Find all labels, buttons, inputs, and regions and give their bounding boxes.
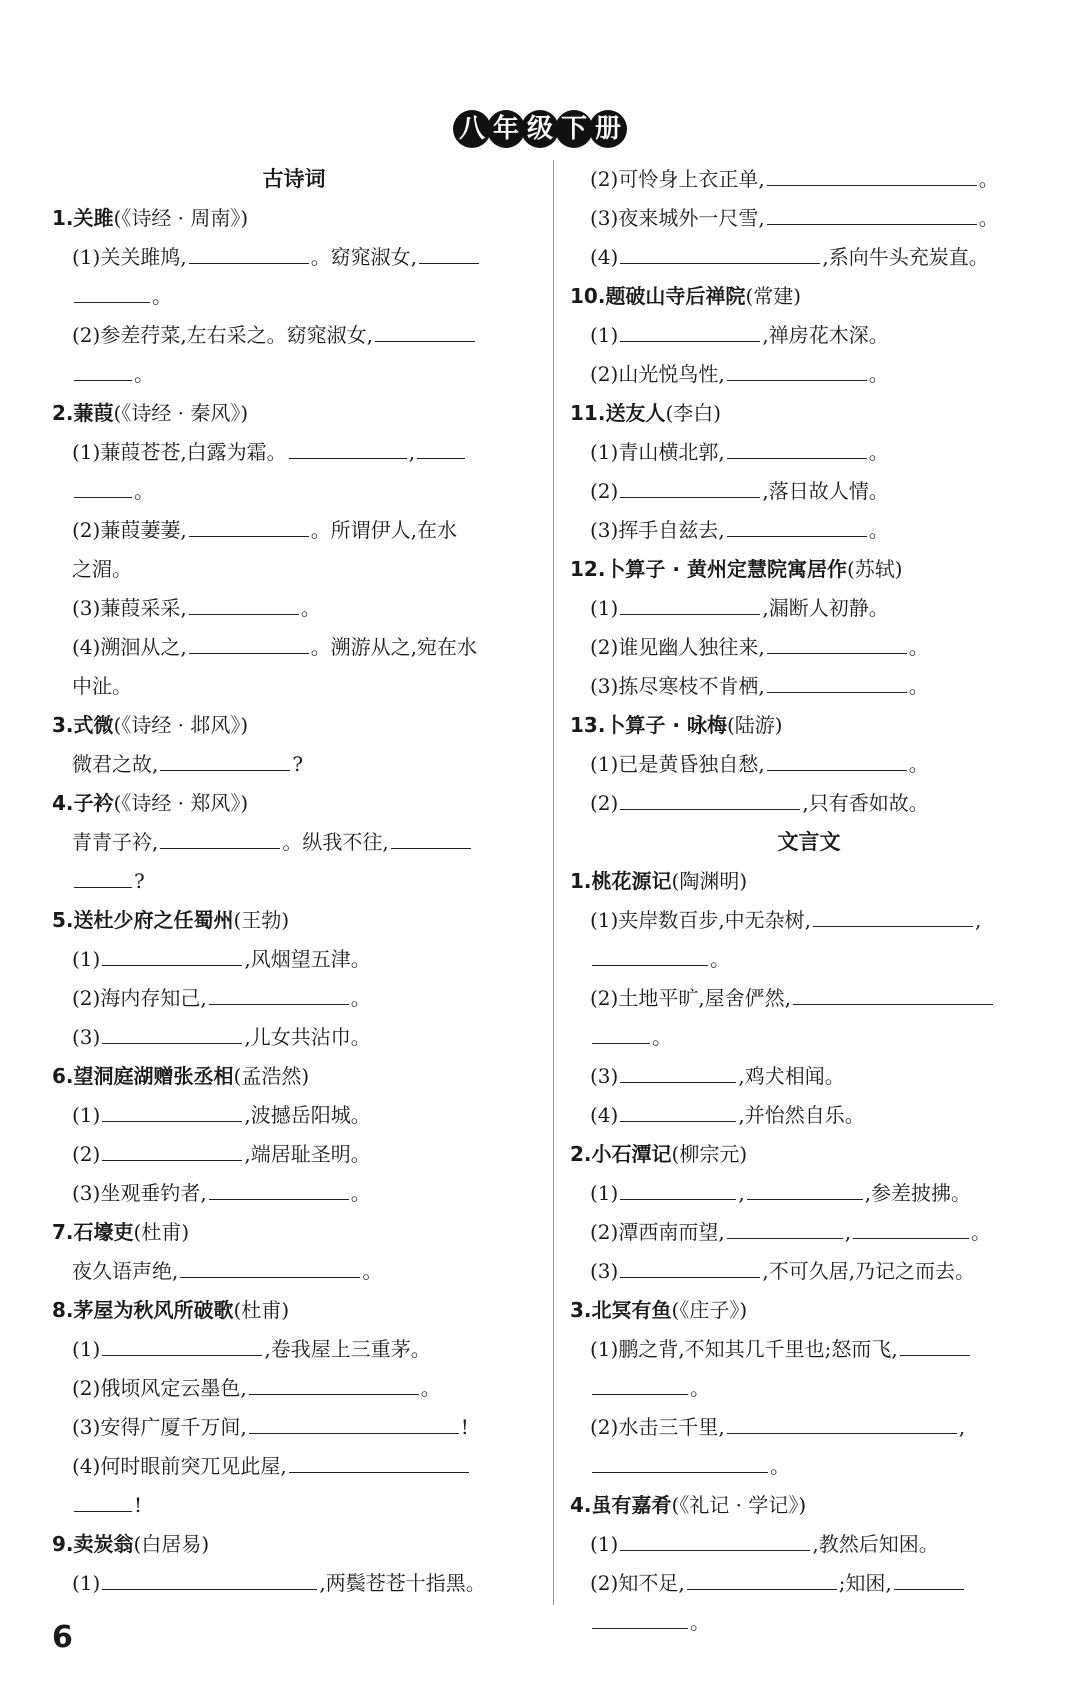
line-text: ?	[292, 752, 304, 776]
question-line	[570, 316, 1048, 355]
line-text: 。	[362, 1259, 383, 1283]
poem-title	[52, 1057, 536, 1096]
line-text: (3)安得广厦千万间,	[72, 1415, 247, 1439]
line-text: (1)	[590, 1532, 619, 1556]
question-line	[52, 472, 536, 511]
question-line	[52, 511, 536, 550]
question-line	[570, 160, 1048, 199]
line-text: ,	[958, 1415, 966, 1439]
line-text: (2)参差荇菜,左右采之。窈窕淑女,	[72, 323, 374, 347]
section-heading-poetry: 古诗词	[262, 167, 326, 191]
right-column	[570, 160, 1048, 1634]
question-line	[570, 1447, 1048, 1486]
line-text: (3)拣尽寒枝不肯栖,	[590, 674, 765, 698]
answer-blank[interactable]	[767, 629, 907, 654]
title-char: 八	[453, 110, 491, 148]
answer-blank[interactable]	[209, 980, 349, 1005]
answer-blank[interactable]	[289, 1448, 469, 1473]
line-text: ,风烟望五津。	[244, 947, 371, 971]
line-text: (1)	[72, 947, 101, 971]
line-text: ?	[134, 869, 145, 893]
line-text: (1)	[590, 323, 619, 347]
line-text: (3)	[72, 1025, 101, 1049]
poem-title	[52, 1291, 536, 1330]
poem-name: 望洞庭湖赠张丞相	[73, 1064, 234, 1088]
poem-source: (《诗经 · 周南》)	[113, 206, 249, 230]
poem-number: 12.	[570, 557, 606, 581]
line-text: ;知困,	[838, 1571, 892, 1595]
line-text: (3)夜来城外一尺雪,	[590, 206, 765, 230]
question-line	[52, 1369, 536, 1408]
poem-name: 式微	[73, 713, 114, 737]
poem-title	[52, 199, 536, 238]
line-text: (4)溯洄从之,	[72, 635, 187, 659]
poem-source: (苏轼)	[846, 557, 903, 581]
answer-blank[interactable]	[375, 317, 475, 342]
answer-blank[interactable]	[620, 785, 800, 810]
line-text: ,系向牛头充炭直。	[822, 245, 989, 269]
poem-name: 小石潭记	[591, 1142, 672, 1166]
line-text: (2)水击三千里,	[590, 1415, 725, 1439]
poem-number: 3.	[570, 1298, 592, 1322]
question-line	[570, 667, 1048, 706]
question-line	[570, 1330, 1048, 1369]
answer-blank[interactable]	[767, 161, 977, 186]
line-text: 。	[350, 986, 371, 1010]
line-text: (4)	[590, 245, 619, 269]
line-text: ,儿女共沾巾。	[244, 1025, 371, 1049]
question-line	[570, 1408, 1048, 1447]
line-text: 。	[971, 1220, 992, 1244]
line-text: (3)挥手自兹去,	[590, 518, 725, 542]
poem-title	[570, 706, 1048, 745]
answer-blank[interactable]	[74, 1487, 132, 1512]
poem-name: 卜算子 · 黄州定慧院寓居作	[605, 557, 847, 581]
poem-name: 卖炭翁	[73, 1532, 134, 1556]
line-text: (1)蒹葭苍苍,白露为霜。	[72, 440, 287, 464]
question-line	[570, 979, 1048, 1018]
poem-title	[570, 550, 1048, 589]
column-divider	[553, 160, 554, 1605]
answer-blank[interactable]	[592, 1604, 688, 1629]
line-text: (4)何时眼前突兀见此屋,	[72, 1454, 287, 1478]
poem-number: 4.	[570, 1493, 592, 1517]
answer-blank[interactable]	[189, 629, 309, 654]
poem-title	[52, 706, 536, 745]
line-text: (1)	[72, 1571, 101, 1595]
question-line	[52, 1330, 536, 1369]
question-line	[570, 1564, 1048, 1603]
line-text: (2)土地平旷,屋舍俨然,	[590, 986, 792, 1010]
title-char: 册	[589, 110, 627, 148]
answer-blank[interactable]	[592, 1370, 688, 1395]
answer-blank[interactable]	[102, 1019, 242, 1044]
poem-name: 子衿	[73, 791, 114, 815]
line-text: (2)蒹葭萋萋,	[72, 518, 187, 542]
line-text: 。	[868, 440, 889, 464]
poem-source: (白居易)	[133, 1532, 210, 1556]
line-text: ,漏断人初静。	[762, 596, 889, 620]
answer-blank[interactable]	[102, 1097, 242, 1122]
question-line	[570, 1252, 1048, 1291]
poem-title	[52, 394, 536, 433]
line-text: 。纵我不往,	[282, 830, 389, 854]
poem-source: (王勃)	[233, 908, 290, 932]
answer-blank[interactable]	[727, 434, 867, 459]
page-number: 6	[52, 1620, 73, 1655]
answer-blank[interactable]	[813, 902, 973, 927]
line-text: (2)山光悦鸟性,	[590, 362, 725, 386]
line-text: 。溯游从之,宛在水	[310, 635, 478, 659]
line-text: ,卷我屋上三重茅。	[264, 1337, 431, 1361]
poem-source: (柳宗元)	[671, 1142, 748, 1166]
answer-blank[interactable]	[620, 317, 760, 342]
answer-blank[interactable]	[160, 746, 290, 771]
poem-title	[570, 394, 1048, 433]
answer-blank[interactable]	[102, 1331, 262, 1356]
poem-number: 13.	[570, 713, 606, 737]
question-line	[52, 550, 536, 589]
poem-number: 2.	[52, 401, 74, 425]
answer-blank[interactable]	[767, 746, 907, 771]
poem-number: 1.	[52, 206, 74, 230]
answer-blank[interactable]	[592, 1448, 768, 1473]
line-text: (4)	[590, 1103, 619, 1127]
poem-number: 9.	[52, 1532, 74, 1556]
line-text: (1)鹏之背,不知其几千里也;怒而飞,	[590, 1337, 898, 1361]
question-line	[570, 355, 1048, 394]
line-text: 微君之故,	[72, 752, 159, 776]
poem-number: 10.	[570, 284, 606, 308]
line-text: (3)坐观垂钓者,	[72, 1181, 207, 1205]
answer-blank[interactable]	[289, 434, 407, 459]
line-text: 青青子衿,	[72, 830, 159, 854]
answer-blank[interactable]	[417, 434, 465, 459]
title-char: 下	[555, 110, 593, 148]
line-text: 。窈窕淑女,	[310, 245, 418, 269]
question-line	[52, 238, 536, 277]
question-line	[570, 1018, 1048, 1057]
answer-blank[interactable]	[74, 356, 132, 381]
poem-number: 8.	[52, 1298, 74, 1322]
line-text: ,只有香如故。	[802, 791, 929, 815]
line-text: 。	[690, 1610, 710, 1634]
question-line	[52, 433, 536, 472]
poem-name: 送友人	[605, 401, 666, 425]
line-text: ,教然后知困。	[812, 1532, 939, 1556]
poem-name: 送杜少府之任蜀州	[73, 908, 234, 932]
poem-title	[52, 1213, 536, 1252]
question-line	[52, 1486, 536, 1525]
answer-blank[interactable]	[687, 1565, 837, 1590]
question-line	[570, 784, 1048, 823]
answer-blank[interactable]	[620, 590, 760, 615]
question-line	[570, 199, 1048, 238]
line-text: 之湄。	[72, 557, 132, 581]
answer-blank[interactable]	[209, 1175, 349, 1200]
poem-name: 蒹葭	[73, 401, 114, 425]
question-line	[570, 940, 1048, 979]
question-line	[52, 823, 536, 862]
question-line	[52, 1564, 536, 1603]
question-line	[570, 472, 1048, 511]
poem-source: (李白)	[665, 401, 722, 425]
answer-blank[interactable]	[853, 1214, 969, 1239]
line-text: ,不可久居,乃记之而去。	[762, 1259, 976, 1283]
answer-blank[interactable]	[189, 590, 299, 615]
question-line	[570, 901, 1048, 940]
poem-title	[570, 1135, 1048, 1174]
poem-name: 北冥有鱼	[591, 1298, 672, 1322]
poem-source: (《礼记 · 学记》)	[671, 1493, 807, 1517]
answer-blank[interactable]	[391, 824, 471, 849]
line-text: 。	[908, 635, 929, 659]
question-line	[52, 1408, 536, 1447]
line-text: 。	[908, 674, 929, 698]
poem-source: (《诗经 · 郑风》)	[113, 791, 249, 815]
poem-number: 2.	[570, 1142, 592, 1166]
poem-number: 6.	[52, 1064, 74, 1088]
line-text: 。	[652, 1025, 672, 1049]
answer-blank[interactable]	[620, 1058, 736, 1083]
question-line	[52, 1447, 536, 1486]
line-text: !	[134, 1493, 143, 1517]
line-text: (2)知不足,	[590, 1571, 685, 1595]
answer-blank[interactable]	[620, 239, 820, 264]
poem-number: 5.	[52, 908, 74, 932]
answer-blank[interactable]	[727, 1214, 843, 1239]
line-text: 中沚。	[72, 674, 132, 698]
question-line	[570, 745, 1048, 784]
line-text: ,	[975, 908, 982, 932]
poem-name: 卜算子 · 咏梅	[605, 713, 727, 737]
answer-blank[interactable]	[727, 1409, 957, 1434]
poem-source: (杜甫)	[233, 1298, 290, 1322]
question-line	[52, 1252, 536, 1291]
answer-blank[interactable]	[592, 1019, 650, 1044]
line-text: (2)	[590, 479, 619, 503]
poem-title	[570, 277, 1048, 316]
question-line	[570, 511, 1048, 550]
answer-blank[interactable]	[102, 941, 242, 966]
answer-blank[interactable]	[249, 1370, 419, 1395]
answer-blank[interactable]	[747, 1175, 863, 1200]
section-heading-classical: 文言文	[777, 830, 841, 854]
line-text: (2)可怜身上衣正单,	[590, 167, 765, 191]
line-text: ,落日故人情。	[762, 479, 889, 503]
line-text: (2)谁见幽人独往来,	[590, 635, 765, 659]
poem-source: (孟浩然)	[233, 1064, 310, 1088]
line-text: 。	[152, 284, 172, 308]
line-text: 。	[420, 1376, 441, 1400]
left-column	[52, 160, 536, 1622]
line-text: (3)	[590, 1259, 619, 1283]
line-text: (1)	[72, 1103, 101, 1127]
poem-number: 11.	[570, 401, 606, 425]
line-text: (1)	[590, 596, 619, 620]
question-line	[570, 1369, 1048, 1408]
line-text: 。	[350, 1181, 371, 1205]
line-text: ,端居耻圣明。	[244, 1142, 371, 1166]
poem-source: (杜甫)	[133, 1220, 190, 1244]
line-text: 。	[868, 362, 889, 386]
line-text: (1)关关雎鸠,	[72, 245, 187, 269]
answer-blank[interactable]	[592, 941, 708, 966]
line-text: (2)潭西南而望,	[590, 1220, 725, 1244]
answer-blank[interactable]	[249, 1409, 459, 1434]
line-text: ,禅房花木深。	[762, 323, 889, 347]
question-line	[52, 355, 536, 394]
line-text: ,	[738, 1181, 745, 1205]
poem-number: 4.	[52, 791, 74, 815]
poem-source: (《诗经 · 秦风》)	[113, 401, 249, 425]
question-line	[570, 1174, 1048, 1213]
question-line	[570, 1213, 1048, 1252]
line-text: 。	[134, 479, 154, 503]
line-text: 。	[868, 518, 889, 542]
question-line	[570, 238, 1048, 277]
question-line	[570, 1525, 1048, 1564]
answer-blank[interactable]	[767, 668, 907, 693]
line-text: (1)已是黄昏独自愁,	[590, 752, 765, 776]
poem-title	[570, 862, 1048, 901]
line-text: ,鸡犬相闻。	[738, 1064, 845, 1088]
page-title	[0, 110, 1080, 148]
question-line	[52, 316, 536, 355]
title-char: 年	[487, 110, 525, 148]
line-text: 。	[978, 206, 999, 230]
poem-name: 桃花源记	[591, 869, 672, 893]
question-line	[52, 667, 536, 706]
answer-blank[interactable]	[620, 1175, 736, 1200]
line-text: 。	[908, 752, 929, 776]
poem-title	[570, 1291, 1048, 1330]
line-text: ,	[844, 1220, 852, 1244]
line-text: 。	[690, 1376, 710, 1400]
poem-source: (常建)	[745, 284, 802, 308]
poem-source: (《诗经 · 邶风》)	[113, 713, 249, 737]
answer-blank[interactable]	[74, 473, 132, 498]
poem-title	[52, 784, 536, 823]
line-text: (2)俄顷风定云墨色,	[72, 1376, 247, 1400]
line-text: (1)	[590, 1181, 619, 1205]
poem-name: 关雎	[73, 206, 114, 230]
line-text: 。所谓伊人,在水	[310, 518, 458, 542]
line-text: (1)	[72, 1337, 101, 1361]
poem-title	[570, 1486, 1048, 1525]
line-text: 夜久语声绝,	[72, 1259, 179, 1283]
poem-source: (陆游)	[726, 713, 783, 737]
question-line	[52, 862, 536, 901]
answer-blank[interactable]	[102, 1565, 317, 1590]
answer-blank[interactable]	[189, 512, 309, 537]
question-line	[570, 1057, 1048, 1096]
question-line	[52, 1096, 536, 1135]
question-line	[570, 433, 1048, 472]
line-text: (3)蒹葭采采,	[72, 596, 187, 620]
line-text: (3)	[590, 1064, 619, 1088]
poem-number: 3.	[52, 713, 74, 737]
answer-blank[interactable]	[180, 1253, 360, 1278]
line-text: ,参差披拂。	[864, 1181, 972, 1205]
answer-blank[interactable]	[419, 239, 479, 264]
answer-blank[interactable]	[793, 980, 993, 1005]
answer-blank[interactable]	[74, 278, 150, 303]
poem-title	[52, 1525, 536, 1564]
line-text: (2)	[590, 791, 619, 815]
line-text: !	[460, 1415, 469, 1439]
question-line	[52, 589, 536, 628]
line-text: ,波撼岳阳城。	[244, 1103, 371, 1127]
answer-blank[interactable]	[160, 824, 280, 849]
answer-blank[interactable]	[102, 1136, 242, 1161]
line-text: ,并怡然自乐。	[738, 1103, 865, 1127]
line-text: 。	[770, 1454, 790, 1478]
answer-blank[interactable]	[727, 512, 867, 537]
question-line	[52, 745, 536, 784]
poem-name: 石壕吏	[73, 1220, 134, 1244]
question-line	[52, 1135, 536, 1174]
poem-number: 7.	[52, 1220, 74, 1244]
question-line	[52, 628, 536, 667]
answer-blank[interactable]	[620, 473, 760, 498]
question-line	[570, 1096, 1048, 1135]
line-text: (1)夹岸数百步,中无杂树,	[590, 908, 812, 932]
poem-name: 题破山寺后禅院	[605, 284, 746, 308]
question-line	[52, 1174, 536, 1213]
line-text: 。	[978, 167, 999, 191]
question-line	[570, 628, 1048, 667]
question-line	[52, 940, 536, 979]
poem-name: 茅屋为秋风所破歌	[73, 1298, 234, 1322]
answer-blank[interactable]	[620, 1253, 760, 1278]
answer-blank[interactable]	[767, 200, 977, 225]
answer-blank[interactable]	[189, 239, 309, 264]
line-text: 。	[710, 947, 730, 971]
line-text: (2)海内存知己,	[72, 986, 207, 1010]
line-text: (2)	[72, 1142, 101, 1166]
line-text: (1)青山横北郭,	[590, 440, 725, 464]
poem-source: (陶渊明)	[671, 869, 748, 893]
line-text: ,两鬓苍苍十指黑。	[319, 1571, 486, 1595]
poem-source: (《庄子》)	[671, 1298, 748, 1322]
question-line	[570, 1603, 1048, 1642]
question-line	[52, 277, 536, 316]
line-text: 。	[134, 362, 154, 386]
question-line	[570, 589, 1048, 628]
answer-blank[interactable]	[900, 1331, 970, 1356]
answer-blank[interactable]	[894, 1565, 964, 1590]
answer-blank[interactable]	[74, 863, 132, 888]
question-line	[52, 979, 536, 1018]
poem-name: 虽有嘉肴	[591, 1493, 672, 1517]
poem-number: 1.	[570, 869, 592, 893]
answer-blank[interactable]	[620, 1526, 810, 1551]
question-line	[52, 1018, 536, 1057]
answer-blank[interactable]	[620, 1097, 736, 1122]
title-char: 级	[521, 110, 559, 148]
poem-title	[52, 901, 536, 940]
line-text: ,	[408, 440, 416, 464]
line-text: 。	[300, 596, 321, 620]
answer-blank[interactable]	[727, 356, 867, 381]
